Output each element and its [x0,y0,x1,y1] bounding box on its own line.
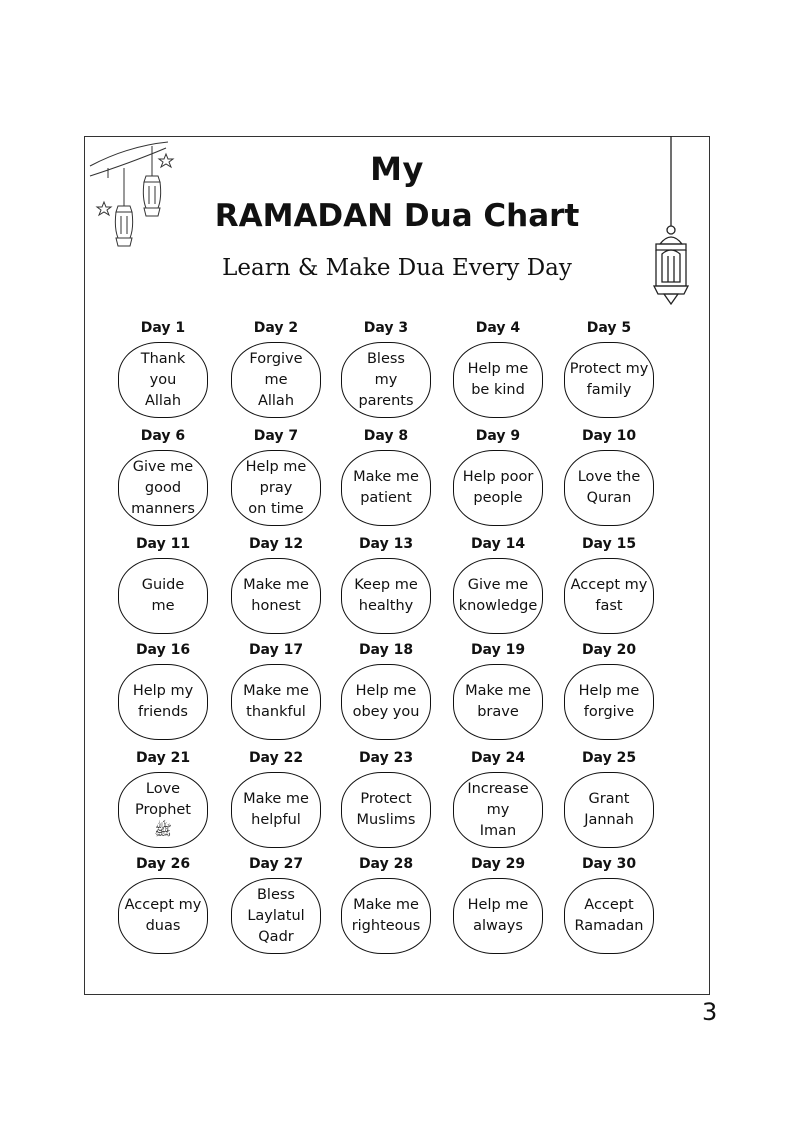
day-label: Day 5 [586,320,632,336]
day-label: Day 17 [248,642,304,658]
dua-circle [453,450,543,526]
dua-text: Make me honest [243,577,309,614]
dua-circle [564,772,654,848]
dua-text: Make me brave [465,683,531,720]
dua-circle [341,772,431,848]
dua-text: Make me righteous [351,897,421,934]
dua-text: Make me thankful [243,683,309,720]
day-label: Day 23 [358,750,414,766]
day-label: Day 7 [253,428,299,444]
dua-circle [118,558,208,634]
dua-circle [453,342,543,418]
subtitle: Learn & Make Dua Every Day [222,255,572,281]
dua-circle [341,558,431,634]
day-label: Day 25 [581,750,637,766]
dua-circle [231,450,321,526]
dua-circle [231,878,321,954]
dua-text: Help my friends [132,683,194,720]
day-label: Day 26 [135,856,191,872]
dua-text: Protect Muslims [356,791,416,828]
day-label: Day 13 [358,536,414,552]
dua-text: Love Prophet ﷺ [134,780,191,839]
day-label: Day 11 [135,536,191,552]
dua-text: Bless Laylatul Qadr [247,886,305,945]
dua-text: Help me forgive [578,683,640,720]
dua-text: Help me pray on time [245,458,307,517]
dua-text: Love the Quran [577,469,641,506]
dua-circle [118,450,208,526]
dua-circle [341,450,431,526]
dua-text: Help me always [467,897,529,934]
day-label: Day 12 [248,536,304,552]
dua-circle [564,664,654,740]
dua-circle [231,342,321,418]
title-line-1: My [370,150,424,188]
day-label: Day 9 [475,428,521,444]
dua-text: Help me obey you [352,683,420,720]
day-label: Day 16 [135,642,191,658]
day-label: Day 1 [140,320,186,336]
day-label: Day 29 [470,856,526,872]
dua-text: Protect my family [569,361,649,398]
dua-text: Guide me [141,577,185,614]
dua-circle [564,450,654,526]
dua-text: Make me helpful [243,791,309,828]
day-label: Day 14 [470,536,526,552]
dua-circle [453,558,543,634]
dua-circle [118,772,208,848]
dua-circle [341,664,431,740]
dua-circle [231,772,321,848]
dua-circle [564,878,654,954]
dua-circle [564,342,654,418]
dua-text: Make me patient [353,469,419,506]
day-label: Day 21 [135,750,191,766]
day-label: Day 27 [248,856,304,872]
dua-text: Help poor people [462,469,534,506]
day-label: Day 15 [581,536,637,552]
dua-text: Give me knowledge [458,577,538,614]
dua-circle [341,342,431,418]
dua-circle [231,558,321,634]
day-label: Day 20 [581,642,637,658]
dua-text: Bless my parents [358,350,414,409]
dua-text: Thank you Allah [140,350,186,409]
dua-text: Grant Jannah [584,791,634,828]
dua-text: Help me be kind [467,361,529,398]
dua-circle [118,664,208,740]
dua-text: Accept my duas [124,897,202,934]
dua-text: Forgive me Allah [249,350,303,409]
dua-circle [564,558,654,634]
dua-circle [118,878,208,954]
day-label: Day 4 [475,320,521,336]
day-label: Day 2 [253,320,299,336]
day-label: Day 6 [140,428,186,444]
dua-text: Give me good manners [131,458,195,517]
page-number: 3 [702,998,718,1026]
dua-text: Increase my Iman [467,780,529,839]
dua-text: Accept Ramadan [574,897,644,934]
day-label: Day 28 [358,856,414,872]
dua-circle [118,342,208,418]
dua-text: Keep me healthy [354,577,418,614]
day-label: Day 30 [581,856,637,872]
day-label: Day 10 [581,428,637,444]
day-label: Day 8 [363,428,409,444]
day-label: Day 24 [470,750,526,766]
title-line-2: RAMADAN Dua Chart [214,198,580,234]
dua-circle [453,664,543,740]
dua-text: Accept my fast [570,577,648,614]
dua-circle [453,878,543,954]
day-label: Day 3 [363,320,409,336]
dua-circle [453,772,543,848]
day-label: Day 22 [248,750,304,766]
day-label: Day 18 [358,642,414,658]
dua-circle [341,878,431,954]
dua-circle [231,664,321,740]
day-label: Day 19 [470,642,526,658]
